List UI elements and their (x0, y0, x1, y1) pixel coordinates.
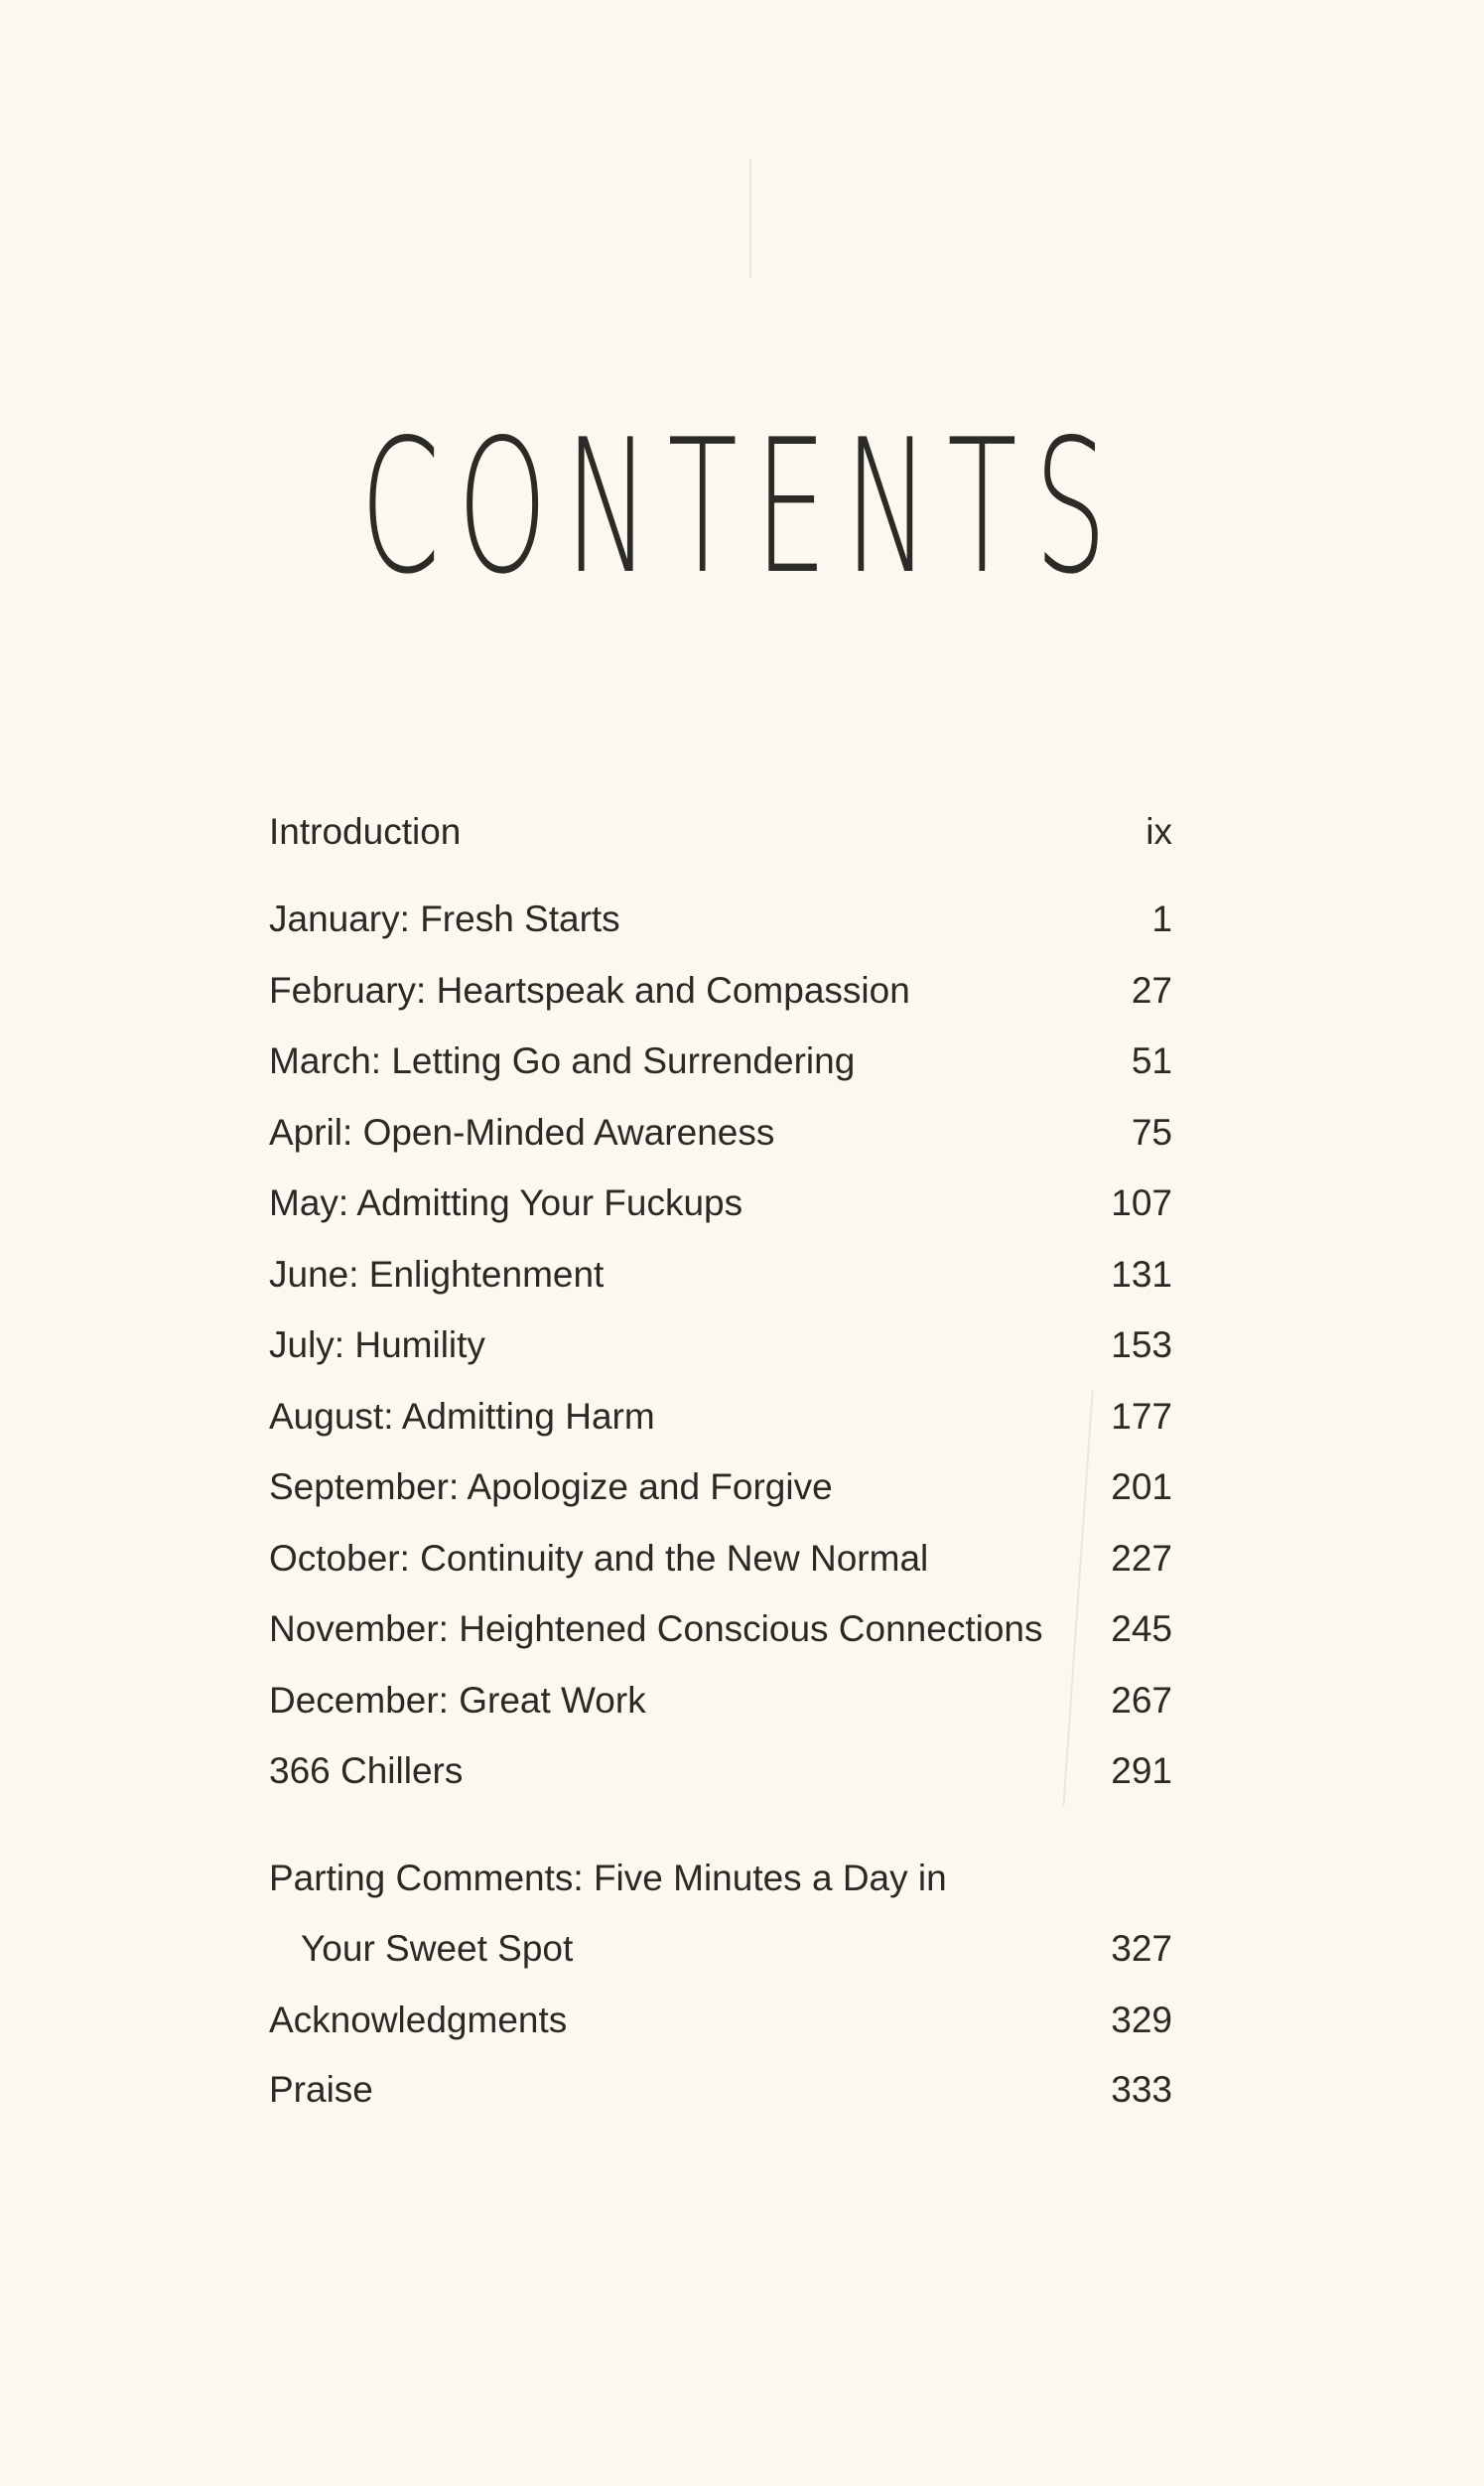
toc-entry-january[interactable] (269, 895, 1172, 944)
entry-page: 177 (1111, 1396, 1172, 1437)
toc-entry-march[interactable] (269, 1036, 1172, 1086)
toc-entry-praise[interactable] (269, 2065, 1172, 2115)
entry-label: August: Admitting Harm (269, 1396, 655, 1437)
toc-entry-may[interactable] (269, 1178, 1172, 1228)
entry-page: 267 (1111, 1680, 1172, 1721)
toc-entry-september[interactable] (269, 1462, 1172, 1512)
entry-page: 245 (1111, 1608, 1172, 1649)
entry-label: September: Apologize and Forgive (269, 1466, 833, 1507)
toc-entry-parting-comments-continued[interactable] (269, 1924, 1172, 1974)
entry-page: 107 (1111, 1182, 1172, 1223)
entry-label: April: Open-Minded Awareness (269, 1112, 775, 1153)
toc-entry-366-chillers[interactable] (269, 1746, 1172, 1796)
entry-page: 153 (1111, 1324, 1172, 1365)
paper-crease (1062, 1390, 1093, 1806)
entry-label: Parting Comments: Five Minutes a Day in (269, 1858, 947, 1898)
entry-page: 27 (1131, 970, 1172, 1011)
entry-label: Introduction (269, 811, 462, 852)
toc-entry-july[interactable] (269, 1320, 1172, 1370)
toc-entry-october[interactable] (269, 1534, 1172, 1584)
entry-page: 327 (1111, 1928, 1172, 1969)
toc-entry-parting-comments[interactable] (269, 1854, 1172, 1903)
paper-crease (749, 159, 751, 278)
entry-label: February: Heartspeak and Compassion (269, 970, 910, 1011)
contents-heading: CONTENTS (359, 399, 1125, 615)
entry-label: 366 Chillers (269, 1750, 464, 1791)
entry-label: May: Admitting Your Fuckups (269, 1182, 743, 1223)
entry-label: Your Sweet Spot (301, 1928, 574, 1969)
entry-label: November: Heightened Conscious Connections (269, 1608, 1043, 1649)
entry-label: July: Humility (269, 1324, 485, 1365)
entry-page: 201 (1111, 1466, 1172, 1507)
entry-page: 75 (1131, 1112, 1172, 1153)
entry-page: 131 (1111, 1254, 1172, 1295)
entry-page: 333 (1111, 2069, 1172, 2110)
entry-page: 1 (1151, 898, 1172, 939)
entry-label: Praise (269, 2069, 373, 2110)
entry-page: ix (1146, 811, 1172, 852)
toc-entry-june[interactable] (269, 1250, 1172, 1300)
toc-entry-february[interactable] (269, 966, 1172, 1016)
entry-page: 51 (1131, 1040, 1172, 1081)
entry-page: 291 (1111, 1750, 1172, 1791)
entry-page: 329 (1111, 2000, 1172, 2040)
toc-entry-april[interactable] (269, 1108, 1172, 1158)
toc-entry-acknowledgments[interactable] (269, 1996, 1172, 2045)
toc-entry-introduction[interactable] (269, 807, 1172, 857)
entry-label: June: Enlightenment (269, 1254, 605, 1295)
toc-entry-august[interactable] (269, 1392, 1172, 1442)
entry-page: 227 (1111, 1538, 1172, 1579)
toc-entry-november[interactable] (269, 1604, 1172, 1654)
entry-label: October: Continuity and the New Normal (269, 1538, 929, 1579)
page-title (0, 399, 1484, 615)
entry-label: March: Letting Go and Surrendering (269, 1040, 856, 1081)
entry-label: January: Fresh Starts (269, 898, 620, 939)
entry-label: Acknowledgments (269, 2000, 568, 2040)
toc-entry-december[interactable] (269, 1676, 1172, 1726)
entry-label: December: Great Work (269, 1680, 646, 1721)
